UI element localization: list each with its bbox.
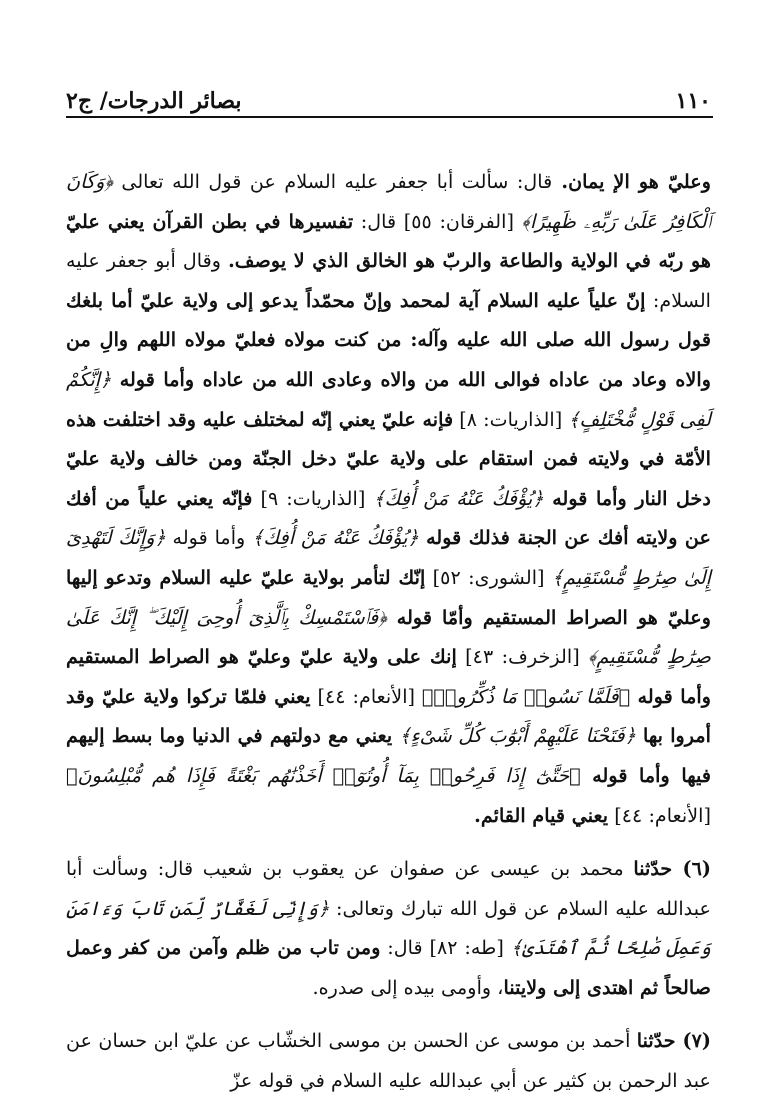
text-segment: إنّ علياً عليه السلام آية لمحمد وإنّ محمّداً يدعو إلى ولاية عليّ أما بلغك قول رسول الله صلى الله عليه وآله: من كنت مولاه فعليّ مولاه اللهم والِ من والاه وعاد من عاداه فوالى الله من والاه وعادى الله من عاداه وأما قوله [66,288,711,391]
page-body [66,162,712,1093]
quran-verse: ﴿وَإِنِّى لَغَفَّارٌ لِّمَن تَابَ وَءَامَنَ وَعَمِلَ صَٰلِحًا ثُمَّ ٱهْتَدَىٰ﴾ [66,896,711,960]
text-segment: تفسيرها في بطن القرآن يعني عليّ هو ربّه في الولاية والطاعة والربّ هو الخالق الذي لا يوصف. [66,209,711,273]
text-segment: [الأنعام: ٤٤] [608,803,711,827]
text-segment: ومن تاب من ظلم وآمن من كفر وعمل صالحاً ثم اهتدى إلى ولايتنا [66,936,711,999]
text-segment: فإنه عليّ يعني إنّه لمختلف عليه وقد اختلفت هذه الأمّة في ولايته فمن استقام على ولاية عليّ دخل الجنّة ومن خالف ولاية عليّ دخل النار وأما قوله [66,407,711,510]
text-segment: يعني فلمّا تركوا ولاية عليّ وقد أمروا بها [66,684,711,748]
text-segment: [الأنعام: ٤٤] [310,684,422,708]
text-segment: (٧) حدّثنا [636,1029,711,1053]
paragraph-commentary [66,162,711,835]
quran-verse: ﴿يُؤْفَكُ عَنْهُ مَنْ أُفِكَ﴾ [252,526,419,550]
page-header [66,80,711,114]
text-segment: يعني قيام القائم. [474,803,609,827]
paragraph-gap [66,835,711,849]
quran-verse: ﴿إِنَّكُمْ لَفِى قَوْلٍ مُّخْتَلِفٍ﴾ [66,367,711,431]
text-segment: [الزخرف: ٤٣] [456,645,589,669]
text-segment: أحمد بن موسى عن الحسن بن موسى الخشّاب عن عليّ ابن حسان عن عبد الرحمن بن كثير عن أبي عبدالله عليه السلام في قوله عزّ [66,1029,711,1093]
text-segment: محمد بن عيسى عن صفوان عن يعقوب بن شعيب قال: وسألت أبا عبدالله عليه السلام عن قول الله تبارك وتعالى: [66,857,711,920]
quran-verse: ﴿فَٱسْتَمْسِكْ بِٱلَّذِىٓ أُوحِىَ إِلَيْكَ ۖ إِنَّكَ عَلَىٰ صِرَٰطٍ مُّسْتَقِيمٍ﴾ [66,605,711,669]
page-number: ١١٠ [675,88,711,114]
quran-verse: ﴿فَلَمَّا نَسُوا۟ مَا ذُكِّرُوا۟﴾ [421,684,631,708]
quran-verse: ﴿حَتَّىٰٓ إِذَا فَرِحُوا۟ بِمَآ أُوتُوٓا۟ أَخَذْنَٰهُم بَغْتَةً فَإِذَا هُم مُّبْلِسُونَ﴾ [66,763,581,787]
text-segment: قال: سألت أبا جعفر عليه السلام عن قول الله تعالى [112,170,553,193]
quran-verse: ﴿يُؤْفَكُ عَنْهُ مَنْ أُفِكَ﴾ [373,486,544,510]
quran-verse: ﴿وَكَانَ ٱلْكَافِرُ عَلَىٰ رَبِّهِۦ ظَهِيرًا﴾ [66,170,712,233]
text-segment: فإنّه يعني علياً من أفك عن ولايته أفك عن الجنة فذلك قوله [66,486,711,550]
text-segment: [الذاريات: ٨] [453,407,569,431]
text-segment: ، وأومى بيده إلى صدره. [312,975,504,999]
text-segment: [الشورى: ٥٢] [425,565,552,589]
text-segment: وعليّ هو الإ يمان. [552,170,711,193]
book-title: بصائر الدرجات/ ج٢ [66,88,242,114]
text-segment: [طه: ٨٢] قال: [380,936,511,960]
text-segment: إنّك لتأمر بولاية عليّ عليه السلام وتدعو إليها وعليّ هو الصراط المستقيم وأمّا قوله [66,565,711,629]
text-segment: وقال أبو جعفر عليه السلام: [66,249,711,312]
text-segment: وأما قوله [165,526,253,550]
paragraph-gap [66,1007,711,1021]
text-segment: [الذاريات: ٩] [252,486,374,510]
quran-verse: ﴿فَتَحْنَا عَلَيْهِمْ أَبْوَٰبَ كُلِّ شَىْءٍ﴾ [399,724,636,748]
text-segment: يعني مع دولتهم في الدنيا وما بسط إليهم فيها وأما قوله [66,724,711,787]
text-segment: (٦) حدّثنا [633,857,711,881]
hadith-7 [66,1021,711,1100]
text-segment: [الفرقان: ٥٥] قال: [353,209,522,233]
quran-verse: ﴿وَإِنَّكَ لَتَهْدِىٓ إِلَىٰ صِرَٰطٍ مُّسْتَقِيمٍ﴾ [66,526,712,589]
text-segment: إنك على ولاية عليّ وعليّ هو الصراط المستقيم وأما قوله [66,645,711,708]
hadith-6 [66,849,711,1007]
header-rule [66,116,713,118]
